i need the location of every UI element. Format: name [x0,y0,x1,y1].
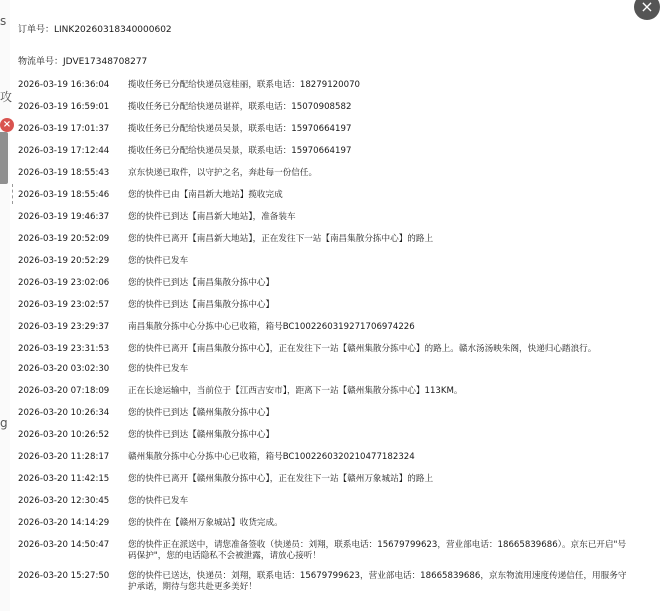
tracking-event [18,300,638,311]
strip-text-fragment: s [0,14,7,28]
strip-text-fragment: g [0,416,8,430]
tracking-event [18,102,638,113]
event-description: 您的快件已到达【南昌集散分拣中心】 [128,278,275,288]
event-description: 您的快件已送达，快递员：刘翔，联系电话：15679799623，营业部电话：18665839686，京东物流用速度传递信任，用服务守护承诺，期待与您共赴更多美好！ [128,571,627,592]
tracking-event [18,386,638,397]
event-description: 您的快件已离开【赣州集散分拣中心】，正在发往下一站【赣州万象城站】的路上 [128,474,434,484]
event-time: 2026-03-19 16:59:01 [18,102,110,112]
strip-divider [6,184,13,204]
event-description: 揽收任务已分配给快递员谌祥，联系电话：15070908582 [128,102,352,112]
tracking-event [18,124,638,135]
strip-text-fragment: 攻 [0,90,13,104]
tracking-event [18,190,638,201]
event-description: 揽收任务已分配给快递员寇桂丽，联系电话：18279120070 [128,80,361,90]
event-time: 2026-03-19 23:31:53 [18,344,110,354]
event-time: 2026-03-20 10:26:52 [18,430,110,440]
event-description: 您的快件正在派送中，请您准备签收（快递员：刘翔，联系电话：15679799623，营业部电话：18665839686）。京东已开启"号码保护"，您的电话隐私不会被泄露，请放心接听！ [128,540,627,561]
event-description: 正在长途运输中，当前位于【江西吉安市】，距离下一站【赣州集散分拣中心】113KM。 [128,386,463,396]
tracking-event [18,452,638,463]
event-description: 您的快件已到达【南昌集散分拣中心】 [128,300,275,310]
tracking-event [18,322,638,333]
tracking-event [18,518,638,529]
event-description: 您的快件已发车 [128,256,189,266]
event-time: 2026-03-19 23:02:57 [18,300,110,310]
waybill-number-value: JDVE17348708277 [63,57,148,67]
tracking-event [18,278,638,289]
tracking-event [18,408,638,419]
tracking-event [18,364,638,375]
tracking-event [18,212,638,223]
event-time: 2026-03-20 11:28:17 [18,452,110,462]
event-time: 2026-03-19 23:29:37 [18,322,110,332]
tracking-event [18,540,638,562]
order-number-value: LINK20260318340000602 [54,25,172,35]
event-time: 2026-03-20 10:26:34 [18,408,110,418]
event-time: 2026-03-20 11:42:15 [18,474,110,484]
tracking-event [18,168,638,179]
tracking-event [18,571,638,593]
tracking-event [18,430,638,441]
event-time: 2026-03-19 18:55:46 [18,190,110,200]
event-description: 您的快件已到达【南昌新大地站】，准备装车 [128,212,296,222]
event-time: 2026-03-20 15:27:50 [18,571,110,581]
event-time: 2026-03-19 16:36:04 [18,80,110,90]
event-time: 2026-03-19 20:52:09 [18,234,110,244]
strip-close-icon[interactable]: × [0,118,14,132]
event-time: 2026-03-19 19:46:37 [18,212,110,222]
waybill-number [18,54,147,67]
event-time: 2026-03-20 14:14:29 [18,518,110,528]
event-description: 揽收任务已分配给快递员吴景，联系电话：15970664197 [128,124,352,134]
event-description: 您的快件在【赣州万象城站】收货完成。 [128,518,283,528]
event-description: 您的快件已到达【赣州集散分拣中心】 [128,408,275,418]
tracking-event [18,344,638,355]
tracking-event [18,256,638,267]
event-description: 京东快递已取件，以守护之名，奔赴每一份信任。 [128,168,318,178]
event-time: 2026-03-19 17:01:37 [18,124,110,134]
order-number [18,22,172,35]
event-description: 赣州集散分拣中心分拣中心已收箱，箱号BC1002260320210477182324 [128,452,415,462]
event-description: 您的快件已到达【赣州集散分拣中心】 [128,430,275,440]
tracking-event [18,80,638,91]
event-description: 您的快件已发车 [128,364,189,374]
close-icon[interactable]: × [634,0,660,20]
event-time: 2026-03-20 14:50:47 [18,540,110,550]
event-description: 您的快件已发车 [128,496,189,506]
tracking-event [18,234,638,245]
event-time: 2026-03-19 23:02:06 [18,278,110,288]
event-time: 2026-03-20 07:18:09 [18,386,110,396]
event-time: 2026-03-20 12:30:45 [18,496,110,506]
waybill-number-label: 物流单号： [18,57,64,67]
order-number-label: 订单号： [18,25,55,35]
event-time: 2026-03-19 20:52:29 [18,256,110,266]
tracking-event [18,146,638,157]
event-description: 您的快件已离开【南昌新大地站】，正在发往下一站【南昌集散分拣中心】的路上 [128,234,434,244]
tracking-event-list [18,80,638,593]
event-description: 您的快件已离开【南昌集散分拣中心】，正在发往下一站【赣州集散分拣中心】的路上。赣水汤汤映朱阁，快递归心踏浪行。 [128,344,597,354]
event-description: 您的快件已由【南昌新大地站】揽收完成 [128,190,283,200]
event-time: 2026-03-19 17:12:44 [18,146,110,156]
tracking-event [18,496,638,507]
event-time: 2026-03-19 18:55:43 [18,168,110,178]
event-description: 揽收任务已分配给快递员吴景，联系电话：15970664197 [128,146,352,156]
event-description: 南昌集散分拣中心分拣中心已收箱，箱号BC1002260319271706974226 [128,322,415,332]
tracking-event [18,474,638,485]
strip-thumbnail [0,132,8,184]
left-window-strip [0,0,13,611]
event-time: 2026-03-20 03:02:30 [18,364,110,374]
